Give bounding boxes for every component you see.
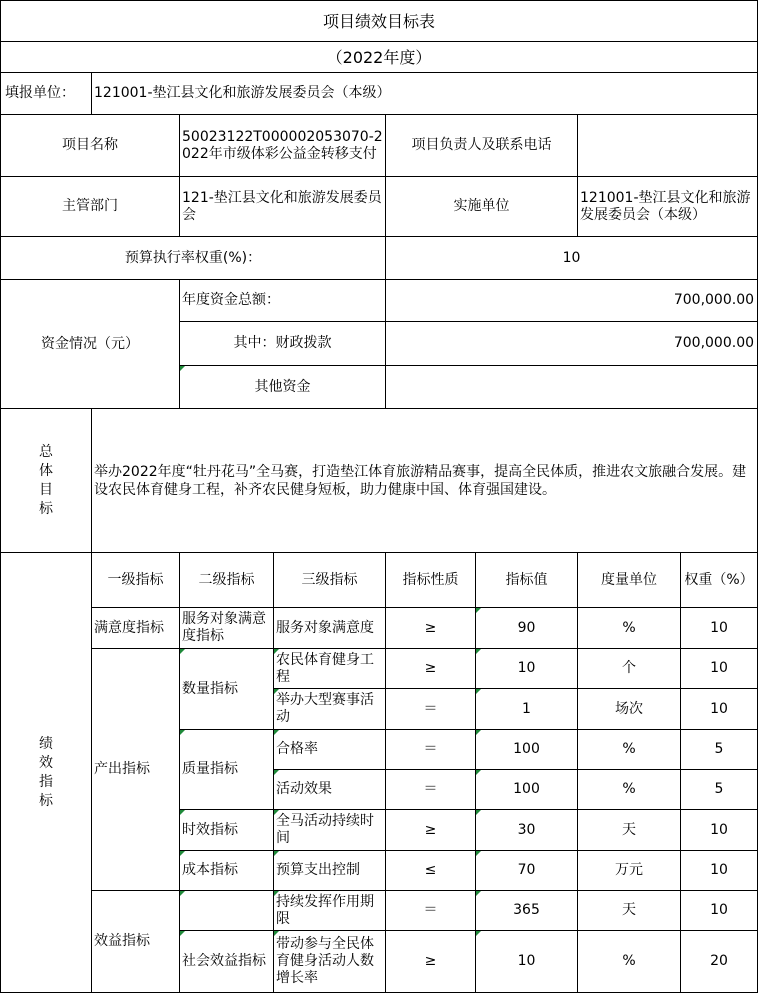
reporting-unit-label: 填报单位： — [1, 73, 92, 115]
subgroup-service: 服务对象满意度指标 — [180, 608, 274, 649]
indicator-op: ≥ — [386, 649, 476, 689]
indicator-name: 合格率 — [274, 730, 386, 770]
overall-goal-label: 总体目标 — [1, 409, 92, 553]
indicator-op: ≤ — [386, 851, 476, 891]
reporting-unit-value: 121001-垫江县文化和旅游发展委员会（本级） — [92, 73, 758, 115]
indicator-weight: 10 — [681, 891, 758, 931]
main-dept-label: 主管部门 — [1, 177, 180, 237]
funds-other-label: 其他资金 — [180, 366, 386, 409]
project-name-label: 项目名称 — [1, 115, 180, 177]
indicator-weight: 10 — [681, 649, 758, 689]
subgroup-time: 时效指标 — [180, 810, 274, 851]
header-unit: 度量单位 — [578, 553, 681, 608]
header-level3: 三级指标 — [274, 553, 386, 608]
indicator-op: ＝ — [386, 770, 476, 810]
subgroup-quality: 质量指标 — [180, 730, 274, 810]
indicator-name: 服务对象满意度 — [274, 608, 386, 649]
group-benefit: 效益指标 — [92, 891, 180, 993]
funds-total-label: 年度资金总额： — [180, 280, 386, 322]
indicator-weight: 10 — [681, 851, 758, 891]
indicator-value: 1 — [476, 689, 578, 730]
indicator-name: 持续发挥作用期限 — [274, 891, 386, 931]
indicator-name: 农民体育健身工程 — [274, 649, 386, 689]
project-name-value: 50023122T000002053070-2022年市级体彩公益金转移支付 — [180, 115, 386, 177]
indicator-weight: 5 — [681, 730, 758, 770]
indicator-name: 举办大型赛事活动 — [274, 689, 386, 730]
indicator-op: ≥ — [386, 931, 476, 993]
indicator-op: ＝ — [386, 689, 476, 730]
indicator-weight: 10 — [681, 689, 758, 730]
indicator-unit: 天 — [578, 810, 681, 851]
indicator-op: ≥ — [386, 810, 476, 851]
funds-fiscal-label: 其中：财政拨款 — [180, 322, 386, 366]
budget-weight-label: 预算执行率权重(%)： — [1, 237, 386, 280]
indicator-name: 活动效果 — [274, 770, 386, 810]
indicator-value: 90 — [476, 608, 578, 649]
impl-unit-label: 实施单位 — [386, 177, 578, 237]
indicator-weight: 10 — [681, 608, 758, 649]
impl-unit-value: 121001-垫江县文化和旅游发展委员会（本级） — [578, 177, 758, 237]
indicator-value: 30 — [476, 810, 578, 851]
funds-fiscal-value: 700,000.00 — [386, 322, 758, 366]
subgroup-quantity: 数量指标 — [180, 649, 274, 730]
header-level1: 一级指标 — [92, 553, 180, 608]
table-row — [1, 649, 758, 689]
indicator-weight: 20 — [681, 931, 758, 993]
funds-label: 资金情况（元） — [1, 280, 180, 409]
indicator-unit: 场次 — [578, 689, 681, 730]
overall-goal-text: 举办2022年度“牡丹花马”全马赛，打造垫江体育旅游精品赛事，提高全民体质，推进农文旅融合发展。建设农民体育健身工程，补齐农民健身短板，助力健康中国、体育强国建设。 — [92, 409, 758, 553]
table-row — [1, 891, 758, 931]
header-weight: 权重（%） — [681, 553, 758, 608]
group-output: 产出指标 — [92, 649, 180, 891]
subgroup-blank — [180, 891, 274, 931]
header-value: 指标值 — [476, 553, 578, 608]
indicator-name: 带动参与全民体育健身活动人数增长率 — [274, 931, 386, 993]
subgroup-cost: 成本指标 — [180, 851, 274, 891]
funds-other-value — [386, 366, 758, 409]
indicator-op: ＝ — [386, 891, 476, 931]
indicator-name: 预算支出控制 — [274, 851, 386, 891]
indicator-unit: % — [578, 730, 681, 770]
indicator-unit: % — [578, 770, 681, 810]
indicator-unit: 个 — [578, 649, 681, 689]
indicator-unit: % — [578, 931, 681, 993]
indicator-value: 10 — [476, 649, 578, 689]
indicator-value: 365 — [476, 891, 578, 931]
budget-weight-value: 10 — [386, 237, 758, 280]
indicator-unit: % — [578, 608, 681, 649]
project-contact-value — [578, 115, 758, 177]
group-satisfaction: 满意度指标 — [92, 608, 180, 649]
table-row — [1, 608, 758, 649]
subgroup-social: 社会效益指标 — [180, 931, 274, 993]
indicator-weight: 5 — [681, 770, 758, 810]
indicator-value: 70 — [476, 851, 578, 891]
indicator-op: ＝ — [386, 730, 476, 770]
performance-label: 绩效指标 — [1, 553, 92, 993]
indicator-value: 100 — [476, 770, 578, 810]
table-title: 项目绩效目标表 — [1, 1, 758, 42]
indicator-weight: 10 — [681, 810, 758, 851]
indicator-unit: 万元 — [578, 851, 681, 891]
indicator-name: 全马活动持续时间 — [274, 810, 386, 851]
funds-total-value: 700,000.00 — [386, 280, 758, 322]
header-level2: 二级指标 — [180, 553, 274, 608]
indicator-unit: 天 — [578, 891, 681, 931]
indicator-value: 100 — [476, 730, 578, 770]
project-contact-label: 项目负责人及联系电话 — [386, 115, 578, 177]
header-nature: 指标性质 — [386, 553, 476, 608]
main-dept-value: 121-垫江县文化和旅游发展委员会 — [180, 177, 386, 237]
indicator-op: ≥ — [386, 608, 476, 649]
indicator-value: 10 — [476, 931, 578, 993]
year-label: （2022年度） — [1, 42, 758, 73]
